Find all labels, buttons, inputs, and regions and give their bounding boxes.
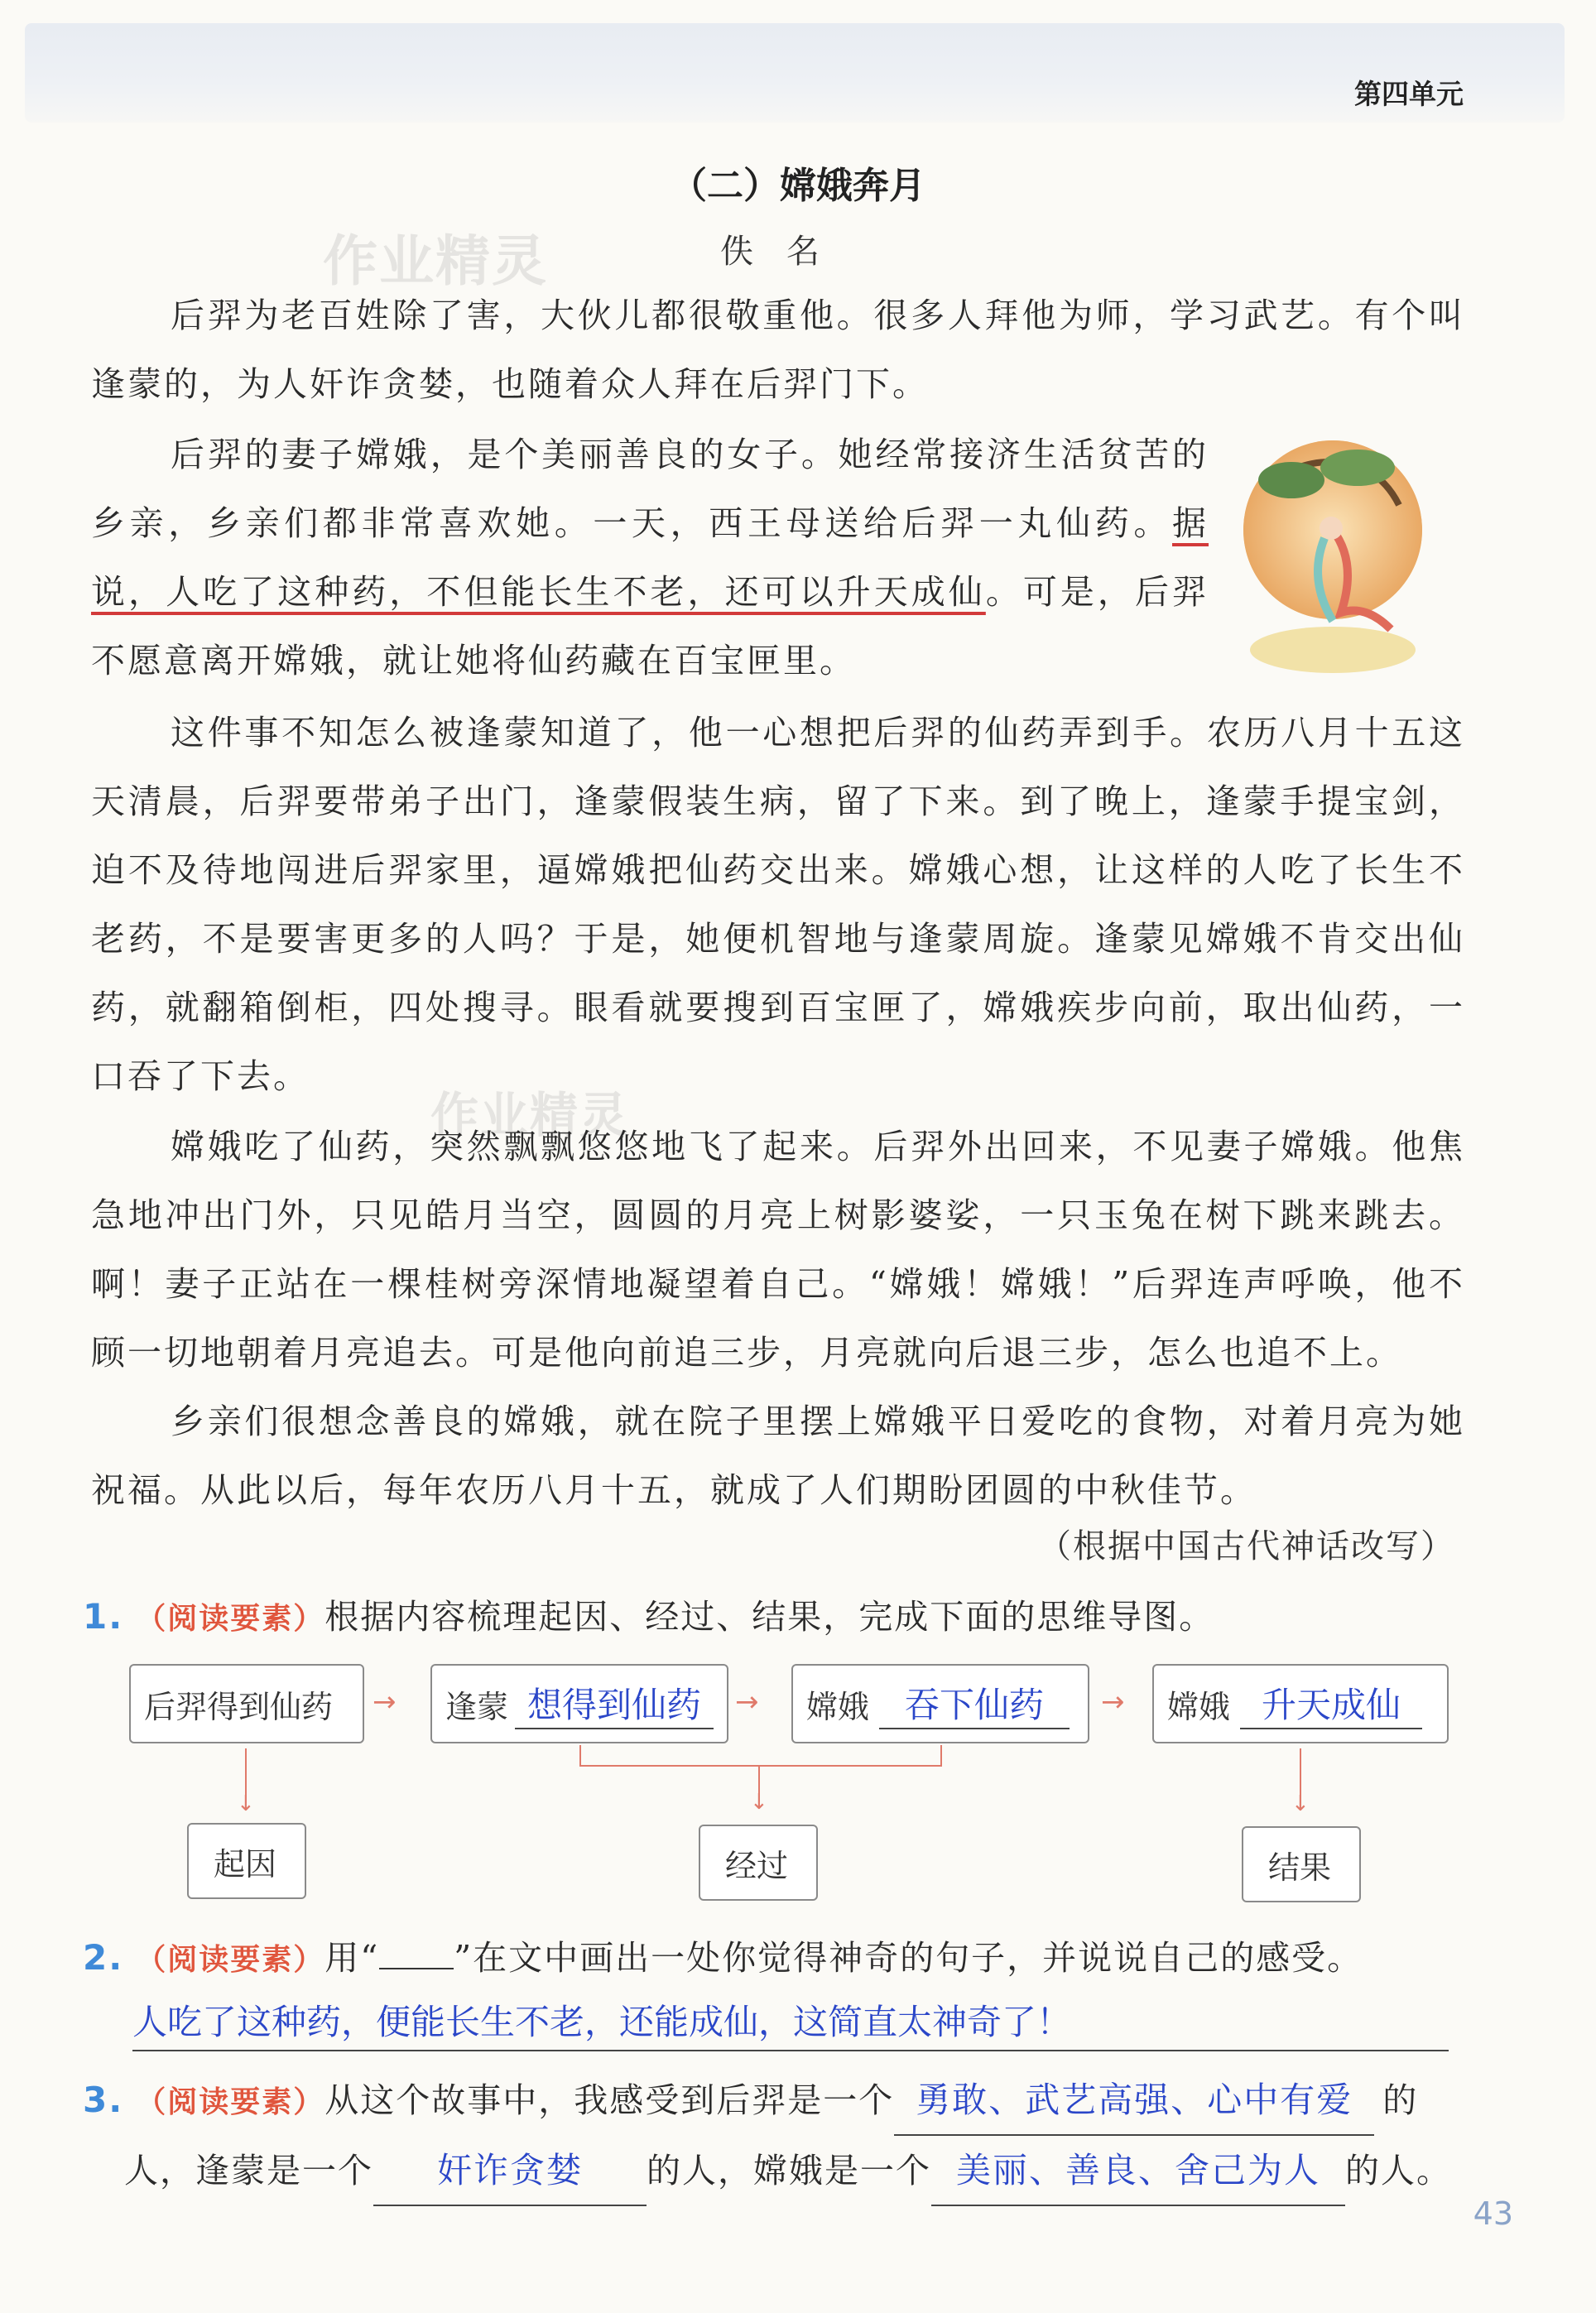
paragraph-2-end: 。可是，后羿不愿意离开嫦娥，就让她将仙药藏在百宝匣里。 bbox=[91, 572, 1209, 680]
question-text-b: 的 bbox=[1382, 2080, 1419, 2120]
question-3 bbox=[83, 2066, 1457, 2206]
connector-line bbox=[940, 1745, 942, 1765]
paragraph-1: 后羿为老百姓除了害，大伙儿都很敬重他。很多人拜他为师，学习武艺。有个叫逢蒙的，为人奸诈贪婪，也随着众人拜在后羿门下。 bbox=[91, 296, 1465, 404]
box-4-answer[interactable]: 升天成仙 bbox=[1240, 1678, 1422, 1729]
arrow-right-icon: → bbox=[735, 1685, 759, 1719]
paragraph-5: 乡亲们很想念善良的嫦娥，就在院子里摆上嫦娥平日爱吃的食物，对着月亮为她祝福。从此以后，每年农历八月十五，就成了人们期盼团圆的中秋佳节。 bbox=[91, 1402, 1465, 1510]
connector-line bbox=[579, 1745, 581, 1765]
box-3-answer[interactable]: 吞下仙药 bbox=[879, 1678, 1070, 1729]
question-number: 1. bbox=[83, 1596, 124, 1637]
question-tag: （阅读要素） bbox=[136, 2085, 325, 2119]
answer-change[interactable]: 美丽、善良、舍己为人 bbox=[931, 2137, 1345, 2206]
question-text-c: 人，逢蒙是一个 bbox=[124, 2151, 373, 2190]
question-number: 2. bbox=[83, 1937, 124, 1978]
question-text: 根据内容梳理起因、经过、结果，完成下面的思维导图。 bbox=[324, 1597, 1215, 1637]
question-2 bbox=[83, 1931, 1363, 1979]
unit-label: 第四单元 bbox=[1354, 78, 1464, 110]
watermark: 作业精灵 bbox=[430, 1087, 630, 1143]
page-number: 43 bbox=[1473, 2195, 1513, 2232]
box-4-prefix: 嫦娥 bbox=[1167, 1688, 1231, 1725]
question-text-b: ”在文中画出一处你觉得神奇的句子，并说说自己的感受。 bbox=[454, 1938, 1363, 1978]
question-text-e: 的人。 bbox=[1345, 2151, 1452, 2190]
source-note: （根据中国古代神话改写） bbox=[1038, 1527, 1455, 1565]
question-2-answer[interactable]: 人吃了这种药，便能长生不老，还能成仙，这简直太神奇了！ bbox=[132, 1995, 1449, 2051]
change-moon-illustration bbox=[1233, 430, 1432, 679]
question-1 bbox=[83, 1589, 1214, 1638]
arrow-down-icon: ↓ bbox=[750, 1790, 768, 1815]
header-band bbox=[25, 23, 1565, 123]
arrow-right-icon: → bbox=[1101, 1685, 1125, 1719]
mindmap-box-4 bbox=[1152, 1664, 1449, 1743]
result-box: 结果 bbox=[1242, 1826, 1361, 1902]
underline-sample bbox=[379, 1943, 454, 1969]
paragraph-2 bbox=[91, 421, 1209, 695]
article-author: 佚名 bbox=[720, 233, 853, 271]
question-tag: （阅读要素） bbox=[136, 1943, 325, 1977]
watermark: 作业精灵 bbox=[323, 229, 548, 293]
connector-line bbox=[579, 1765, 942, 1767]
box-2-answer[interactable]: 想得到仙药 bbox=[515, 1678, 714, 1729]
process-box: 经过 bbox=[699, 1825, 818, 1901]
box-2-prefix: 逢蒙 bbox=[445, 1688, 509, 1725]
underlined-sentence: 据说，人吃了这种药，不但能长生不老，还可以升天成仙 bbox=[91, 503, 1209, 612]
answer-fengmeng[interactable]: 奸诈贪婪 bbox=[373, 2137, 647, 2206]
mindmap-box-1: 后羿得到仙药 bbox=[129, 1664, 364, 1743]
question-text-a: 从这个故事中，我感受到后羿是一个 bbox=[324, 2080, 895, 2120]
paragraph-2-text: 后羿的妻子嫦娥，是个美丽善良的女子。她经常接济生活贫苦的乡亲，乡亲们都非常喜欢她。一天，西王母送给后羿一丸仙药。 bbox=[91, 435, 1209, 543]
question-text-d: 的人，嫦娥是一个 bbox=[647, 2151, 931, 2190]
box-3-prefix: 嫦娥 bbox=[806, 1688, 870, 1725]
arrow-down-icon: ↓ bbox=[237, 1791, 255, 1816]
article-title: （二）嫦娥奔月 bbox=[671, 165, 925, 207]
mindmap-box-2 bbox=[430, 1664, 728, 1743]
arrow-down-icon: ↓ bbox=[1291, 1791, 1310, 1816]
paragraph-3: 这件事不知怎么被逢蒙知道了，他一心想把后羿的仙药弄到手。农历八月十五这天清晨，后羿要带弟子出门，逢蒙假装生病，留了下来。到了晚上，逢蒙手提宝剑，迫不及待地闯进后羿家里，逼嫦娥把仙药交出来。嫦娥心想，让这样的人吃了长生不老药，不是要害更多的人吗？于是，她便机智地与逢蒙周旋。逢蒙见嫦娥不肯交出仙药，就翻箱倒柜，四处搜寻。眼看就要搜到百宝匣了，嫦娥疾步向前，取出仙药，一口吞了下去。 bbox=[91, 713, 1465, 1096]
paragraph-4: 嫦娥吃了仙药，突然飘飘悠悠地飞了起来。后羿外出回来，不见妻子嫦娥。他焦急地冲出门外，只见皓月当空，圆圆的月亮上树影婆娑，一只玉兔在树下跳来跳去。啊！妻子正站在一棵桂树旁深情地凝望着自己。“嫦娥！嫦娥！”后羿连声呼唤，他不顾一切地朝着月亮追去。可是他向前追三步，月亮就向后退三步，怎么也追不上。 bbox=[91, 1127, 1465, 1373]
cause-box: 起因 bbox=[187, 1823, 306, 1899]
question-tag: （阅读要素） bbox=[136, 1602, 325, 1636]
answer-houyi[interactable]: 勇敢、武艺高强、心中有爱 bbox=[894, 2066, 1374, 2136]
question-text-a: 用“ bbox=[324, 1938, 380, 1978]
question-number: 3. bbox=[83, 2080, 124, 2120]
arrow-right-icon: → bbox=[373, 1685, 397, 1719]
mindmap-box-3 bbox=[791, 1664, 1089, 1743]
